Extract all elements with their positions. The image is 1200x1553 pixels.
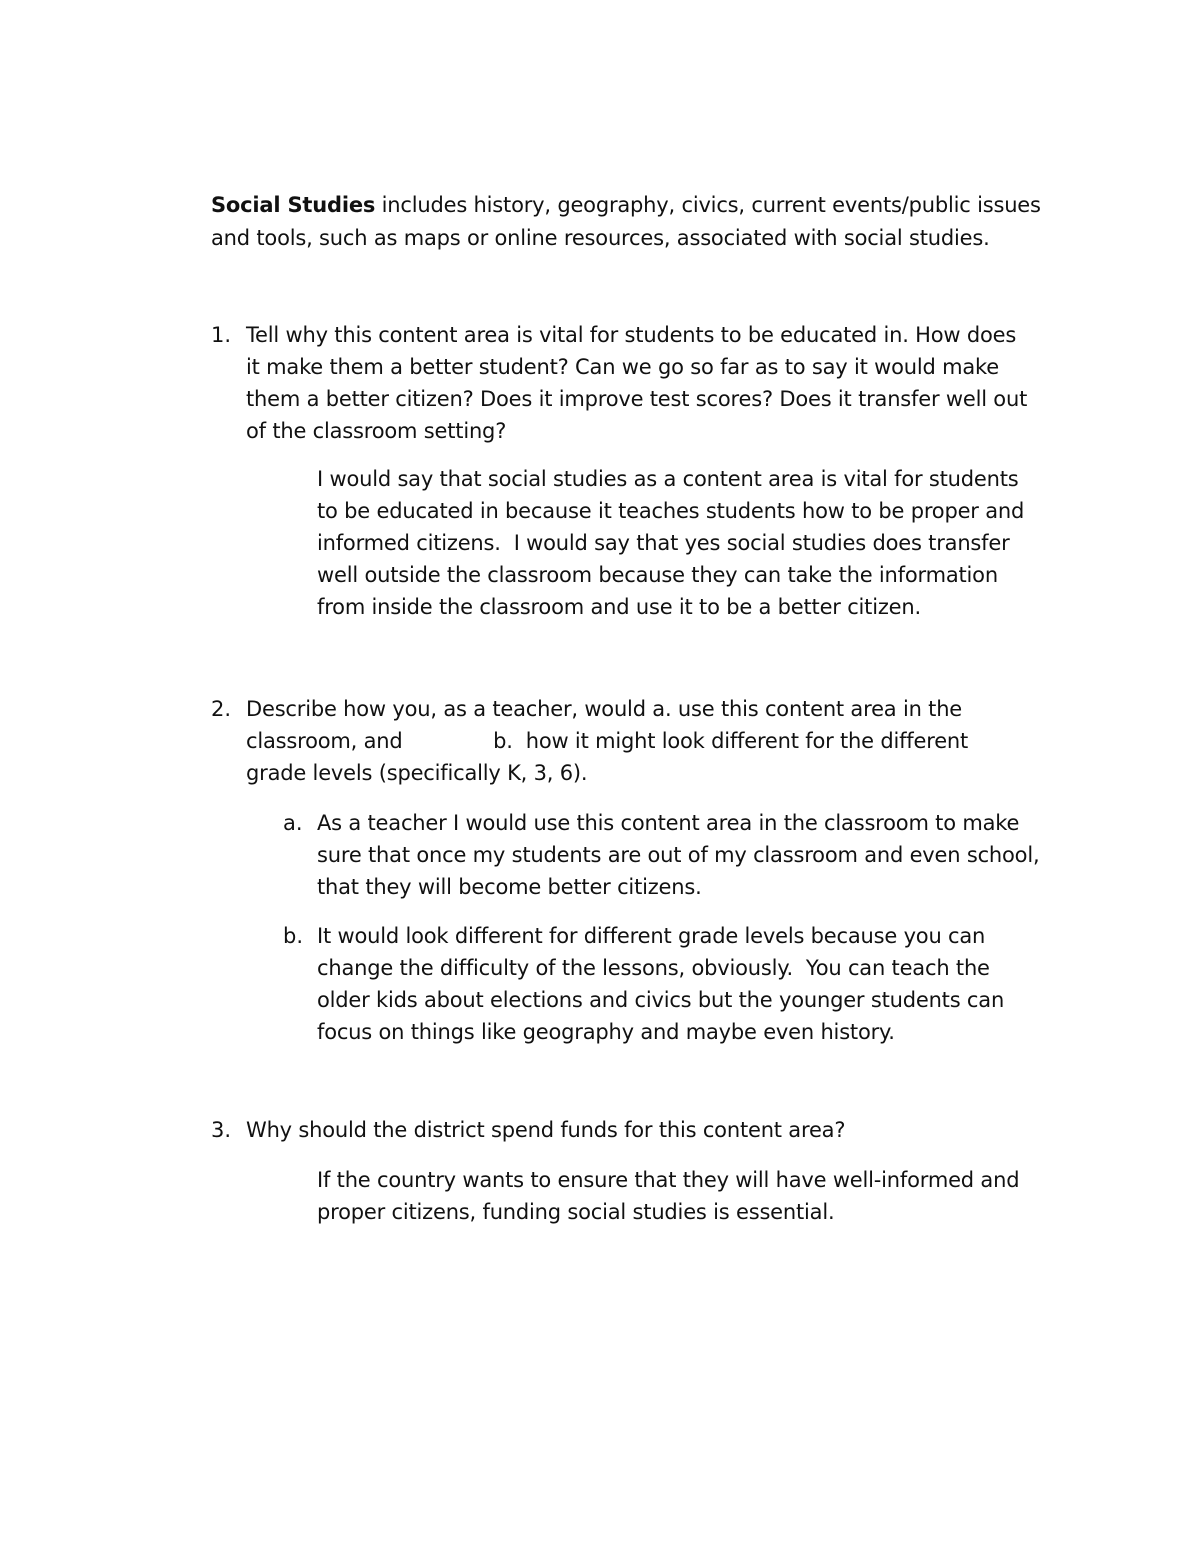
intro-line-1 bbox=[211, 189, 1041, 221]
q3-answer-line: If the country wants to ensure that they will have well-informed and bbox=[317, 1168, 1020, 1192]
q2-line: Describe how you, as a teacher, would a. use this content area in the bbox=[246, 697, 963, 721]
q1-answer-line: I would say that social studies as a content area is vital for students bbox=[317, 467, 1019, 491]
q1-answer-line: to be educated in because it teaches students how to be proper and bbox=[317, 499, 1025, 523]
intro-term: Social Studies bbox=[211, 193, 376, 217]
intro-line-2: and tools, such as maps or online resources, associated with social studies. bbox=[211, 226, 990, 250]
q2-answer-a-line: that they will become better citizens. bbox=[317, 875, 702, 899]
q3-answer-line: proper citizens, funding social studies is essential. bbox=[317, 1200, 835, 1224]
q2-answer-b-line: older kids about elections and civics but the younger students can bbox=[317, 988, 1005, 1012]
q2-answer-a-line: sure that once my students are out of my classroom and even school, bbox=[317, 843, 1040, 867]
q2-line: classroom, and b. how it might look different for the different bbox=[246, 729, 969, 753]
q2-answer-a-line: As a teacher I would use this content area in the classroom to make bbox=[317, 811, 1020, 835]
q1-answer-line: well outside the classroom because they can take the information bbox=[317, 563, 998, 587]
q1-answer-line: from inside the classroom and use it to be a better citizen. bbox=[317, 595, 921, 619]
q1-line: Tell why this content area is vital for students to be educated in. How does bbox=[246, 323, 1017, 347]
q2-answer-b-line: It would look different for different grade levels because you can bbox=[317, 924, 986, 948]
q2-answer-b-marker: b. bbox=[283, 924, 304, 948]
q2-answer-a-marker: a. bbox=[283, 811, 303, 835]
q1-number: 1. bbox=[211, 323, 232, 347]
q3-line: Why should the district spend funds for this content area? bbox=[246, 1118, 846, 1142]
intro-line-1-rest: includes history, geography, civics, current events/public issues bbox=[375, 193, 1041, 217]
q2-number: 2. bbox=[211, 697, 232, 721]
q1-line: of the classroom setting? bbox=[246, 419, 507, 443]
q1-line: it make them a better student? Can we go so far as to say it would make bbox=[246, 355, 999, 379]
q1-line: them a better citizen? Does it improve test scores? Does it transfer well out bbox=[246, 387, 1028, 411]
q1-answer-line: informed citizens. I would say that yes social studies does transfer bbox=[317, 531, 1010, 555]
q2-answer-b-line: change the difficulty of the lessons, obviously. You can teach the bbox=[317, 956, 990, 980]
q3-number: 3. bbox=[211, 1118, 232, 1142]
q2-answer-b-line: focus on things like geography and maybe even history. bbox=[317, 1020, 895, 1044]
q2-line: grade levels (specifically K, 3, 6). bbox=[246, 761, 588, 785]
